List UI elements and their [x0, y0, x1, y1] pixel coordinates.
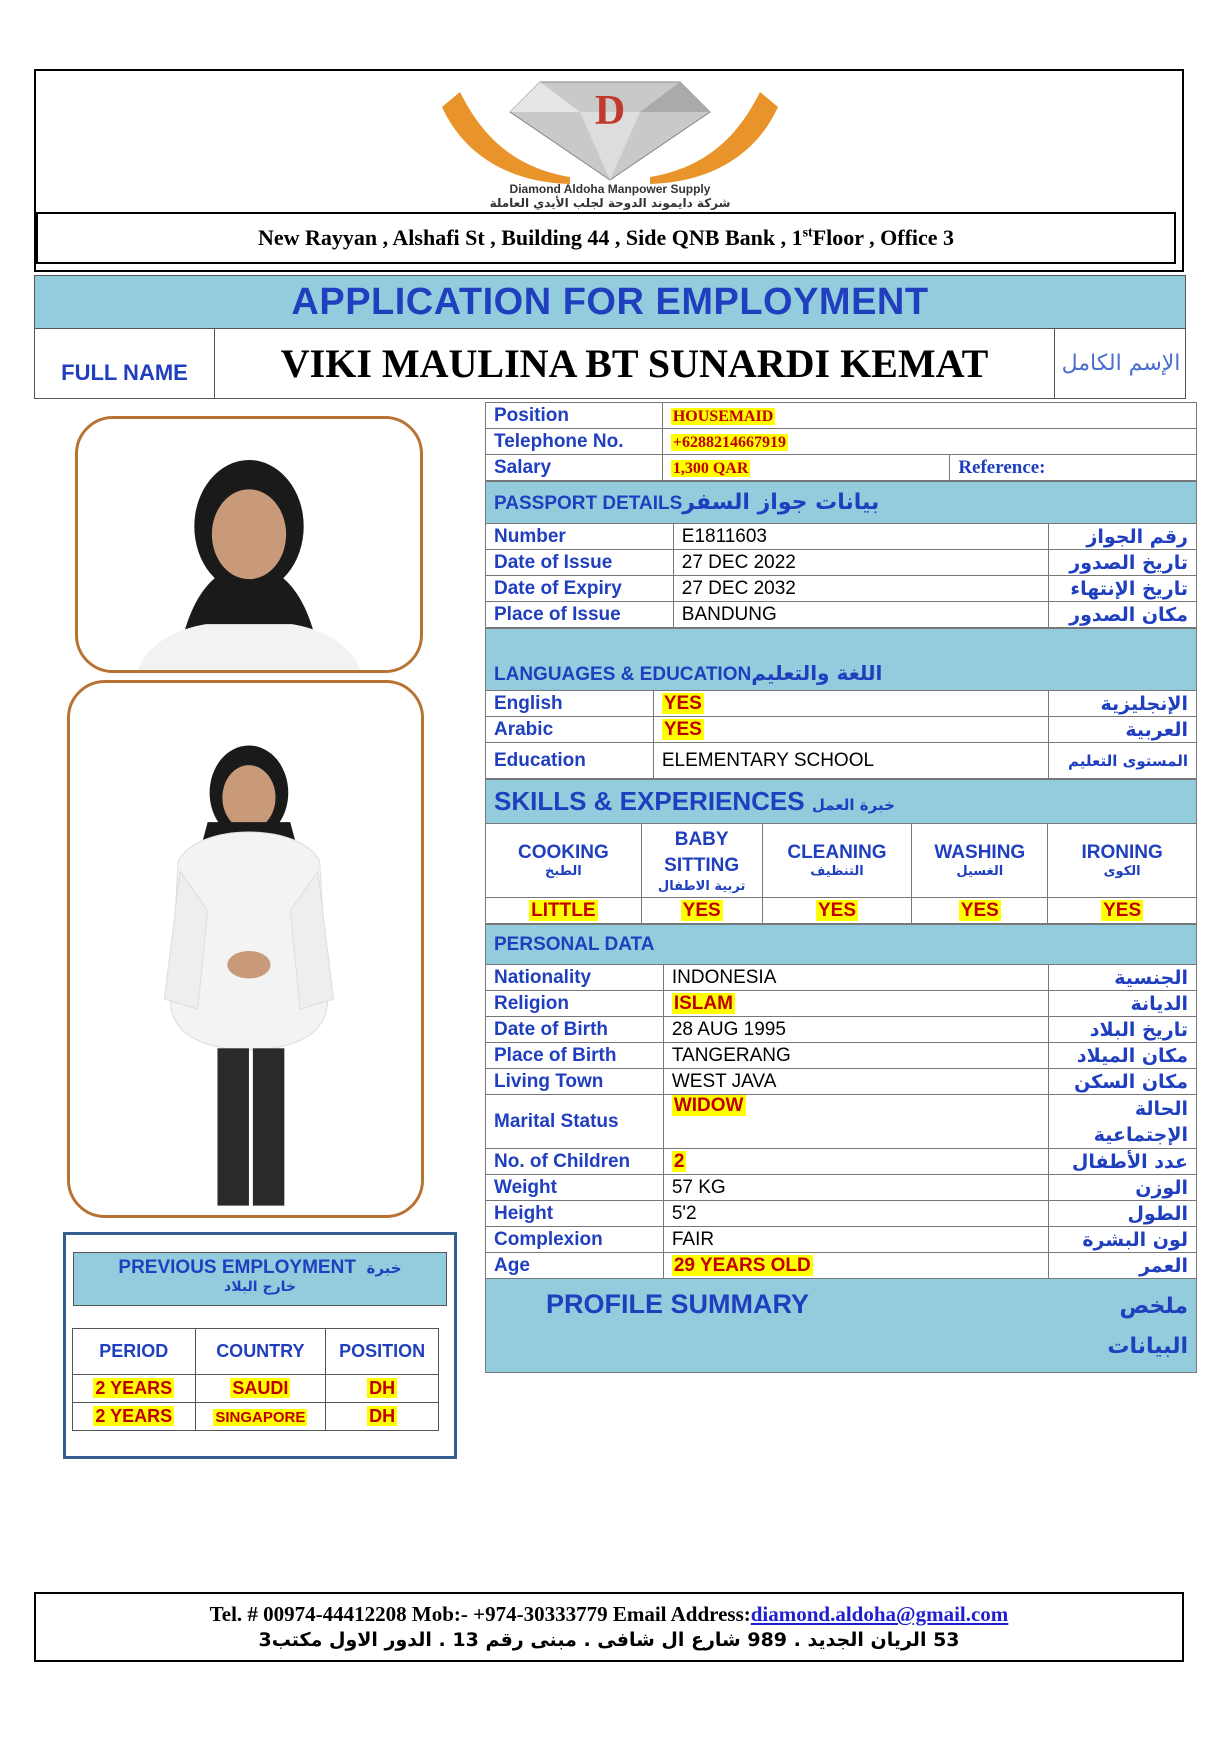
- personal-label-ar: مكان الميلاد: [1049, 1043, 1197, 1069]
- personal-label-ar: الطول: [1049, 1201, 1197, 1227]
- passport-value: E1811603: [673, 524, 1048, 550]
- personal-label-ar: لون البشرة: [1049, 1227, 1197, 1253]
- personal-value: TANGERANG: [663, 1043, 1048, 1069]
- languages-heading: LANGUAGES & EDUCATIONاللغة والتعليم: [486, 629, 1197, 691]
- address-text: New Rayyan , Alshafi St , Building 44 , Side QNB Bank , 1stFloor , Office 3: [257, 225, 955, 250]
- personal-label: Marital Status: [486, 1095, 664, 1149]
- passport-label: Number: [486, 524, 674, 550]
- personal-row: [486, 1175, 1197, 1201]
- portrait-photo: [75, 416, 423, 673]
- personal-value: INDONESIA: [663, 965, 1048, 991]
- passport-value: 27 DEC 2022: [673, 550, 1048, 576]
- personal-label: Height: [486, 1201, 664, 1227]
- country-cell: SAUDI: [195, 1375, 326, 1403]
- personal-label: Place of Birth: [486, 1043, 664, 1069]
- passport-heading: PASSPORT DETAILSبيانات جواز السفر: [486, 482, 1197, 524]
- language-row: [486, 743, 1197, 779]
- skills-heading: SKILLS & EXPERIENCES خبرة العمل: [486, 780, 1197, 824]
- personal-row: [486, 1201, 1197, 1227]
- passport-value: BANDUNG: [673, 602, 1048, 628]
- full-name-label-ar: الإسم الكامل: [1061, 351, 1181, 376]
- previous-employment-heading: PREVIOUS EMPLOYMENT خبرة خارج البلاد: [73, 1252, 447, 1306]
- personal-row: [486, 1149, 1197, 1175]
- company-name: [400, 182, 820, 210]
- full-name-row: [34, 329, 1186, 399]
- column-header: COUNTRY: [195, 1329, 326, 1375]
- education-label: Education: [486, 743, 654, 779]
- passport-row: [486, 602, 1197, 628]
- profile-summary-heading: PROFILE SUMMARY: [486, 1279, 1049, 1373]
- passport-table: [485, 481, 1197, 628]
- profile-summary-heading-ar: ملخص البيانات: [1049, 1279, 1197, 1373]
- personal-value: ISLAM: [663, 991, 1048, 1017]
- skill-value: YES: [762, 898, 912, 924]
- personal-label-ar: الجنسية: [1049, 965, 1197, 991]
- personal-row: [486, 1227, 1197, 1253]
- personal-value: 57 KG: [663, 1175, 1048, 1201]
- personal-label-ar: تاريخ البلاد: [1049, 1017, 1197, 1043]
- salary-value: 1,300 QAR: [662, 455, 949, 481]
- footer-address-ar: 53 الريان الجديد . 989 شارع ال شافى . مبنى رقم 13 . الدور الاول مكتب3: [258, 1629, 960, 1651]
- position-value: HOUSEMAID: [662, 403, 1196, 429]
- passport-label-ar: تاريخ الإنتهاء: [1049, 576, 1197, 602]
- personal-row: [486, 1043, 1197, 1069]
- personal-label: Age: [486, 1253, 664, 1279]
- personal-label-ar: الديانة: [1049, 991, 1197, 1017]
- language-label: English: [486, 691, 654, 717]
- personal-heading: PERSONAL DATA: [486, 925, 1197, 965]
- period-cell: 2 YEARS: [73, 1375, 196, 1403]
- personal-value: WEST JAVA: [663, 1069, 1048, 1095]
- personal-label: Living Town: [486, 1069, 664, 1095]
- personal-row: [486, 1069, 1197, 1095]
- personal-value: WIDOW: [663, 1095, 1048, 1149]
- position-cell: DH: [326, 1403, 439, 1431]
- skill-baby-sitting: BABY SITTING تربية الاطفال: [641, 824, 762, 898]
- personal-value: 2: [663, 1149, 1048, 1175]
- personal-row: [486, 1095, 1197, 1149]
- salary-label: Salary: [486, 455, 663, 481]
- job-table: [485, 402, 1197, 481]
- skill-value: LITTLE: [486, 898, 642, 924]
- languages-table: [485, 628, 1197, 779]
- applicant-details: [485, 402, 1197, 1373]
- period-cell: 2 YEARS: [73, 1403, 196, 1431]
- passport-label: Date of Expiry: [486, 576, 674, 602]
- company-name-en: Diamond Aldoha Manpower Supply: [509, 182, 711, 196]
- personal-row: [486, 1017, 1197, 1043]
- country-cell: SINGAPORE: [195, 1403, 326, 1431]
- personal-value: 5'2: [663, 1201, 1048, 1227]
- svg-text:D: D: [594, 88, 626, 134]
- contact-text: Tel. # 00974-44412208 Mob:- +974-30333779 Email Address:: [209, 1602, 751, 1626]
- passport-row: [486, 576, 1197, 602]
- language-row: [486, 717, 1197, 743]
- footer-contact: [34, 1592, 1184, 1662]
- passport-value: 27 DEC 2032: [673, 576, 1048, 602]
- language-row: [486, 691, 1197, 717]
- personal-label: Nationality: [486, 965, 664, 991]
- column-header: POSITION: [326, 1329, 439, 1375]
- passport-label: Date of Issue: [486, 550, 674, 576]
- personal-value: 28 AUG 1995: [663, 1017, 1048, 1043]
- personal-label: Weight: [486, 1175, 664, 1201]
- skill-cleaning: CLEANING التنظيف: [762, 824, 912, 898]
- passport-label-ar: مكان الصدور: [1049, 602, 1197, 628]
- personal-label-ar: مكان السكن: [1049, 1069, 1197, 1095]
- education-label-ar: المستوى التعليم: [1049, 743, 1197, 779]
- education-value: ELEMENTARY SCHOOL: [653, 743, 1048, 779]
- language-label: Arabic: [486, 717, 654, 743]
- form-title-text: APPLICATION FOR EMPLOYMENT: [291, 280, 929, 323]
- personal-row: [486, 991, 1197, 1017]
- table-row: [73, 1375, 439, 1403]
- full-name-label: FULL NAME: [35, 329, 215, 398]
- column-header: PERIOD: [73, 1329, 196, 1375]
- passport-label: Place of Issue: [486, 602, 674, 628]
- skill-ironing: IRONING الكوى: [1048, 824, 1197, 898]
- language-value: YES: [653, 717, 1048, 743]
- position-cell: DH: [326, 1375, 439, 1403]
- previous-employment-table: [72, 1328, 439, 1431]
- skill-cooking: COOKING الطبخ: [486, 824, 642, 898]
- position-label: Position: [486, 403, 663, 429]
- personal-label-ar: الوزن: [1049, 1175, 1197, 1201]
- full-body-photo: [67, 680, 424, 1218]
- personal-row: [486, 965, 1197, 991]
- passport-row: [486, 524, 1197, 550]
- full-name-value: VIKI MAULINA BT SUNARDI KEMAT: [215, 329, 1055, 398]
- personal-row: [486, 1253, 1197, 1279]
- telephone-value: +6288214667919: [662, 429, 1196, 455]
- language-label-ar: الإنجليزية: [1049, 691, 1197, 717]
- passport-label-ar: تاريخ الصدور: [1049, 550, 1197, 576]
- skills-table: [485, 779, 1197, 924]
- personal-label-ar: الحالة الإجتماعية: [1049, 1095, 1197, 1149]
- company-address: [36, 212, 1176, 264]
- personal-label-ar: عدد الأطفال: [1049, 1149, 1197, 1175]
- personal-label: No. of Children: [486, 1149, 664, 1175]
- telephone-label: Telephone No.: [486, 429, 663, 455]
- skill-washing: WASHING الغسيل: [912, 824, 1048, 898]
- skill-value: YES: [912, 898, 1048, 924]
- personal-label: Date of Birth: [486, 1017, 664, 1043]
- company-name-ar: شركة دايموند الدوحة لجلب الأيدي العاملة: [489, 196, 731, 210]
- table-row: [73, 1403, 439, 1431]
- language-value: YES: [653, 691, 1048, 717]
- personal-value: 29 YEARS OLD: [663, 1253, 1048, 1279]
- personal-label: Complexion: [486, 1227, 664, 1253]
- personal-label: Religion: [486, 991, 664, 1017]
- reference-label: Reference:: [950, 455, 1197, 481]
- skill-value: YES: [641, 898, 762, 924]
- passport-row: [486, 550, 1197, 576]
- form-title: [34, 275, 1186, 329]
- personal-label-ar: العمر: [1049, 1253, 1197, 1279]
- skill-value: YES: [1048, 898, 1197, 924]
- passport-label-ar: رقم الجواز: [1049, 524, 1197, 550]
- personal-value: FAIR: [663, 1227, 1048, 1253]
- language-label-ar: العربية: [1049, 717, 1197, 743]
- personal-table: [485, 924, 1197, 1373]
- email-link[interactable]: diamond.aldoha@gmail.com: [750, 1602, 1009, 1626]
